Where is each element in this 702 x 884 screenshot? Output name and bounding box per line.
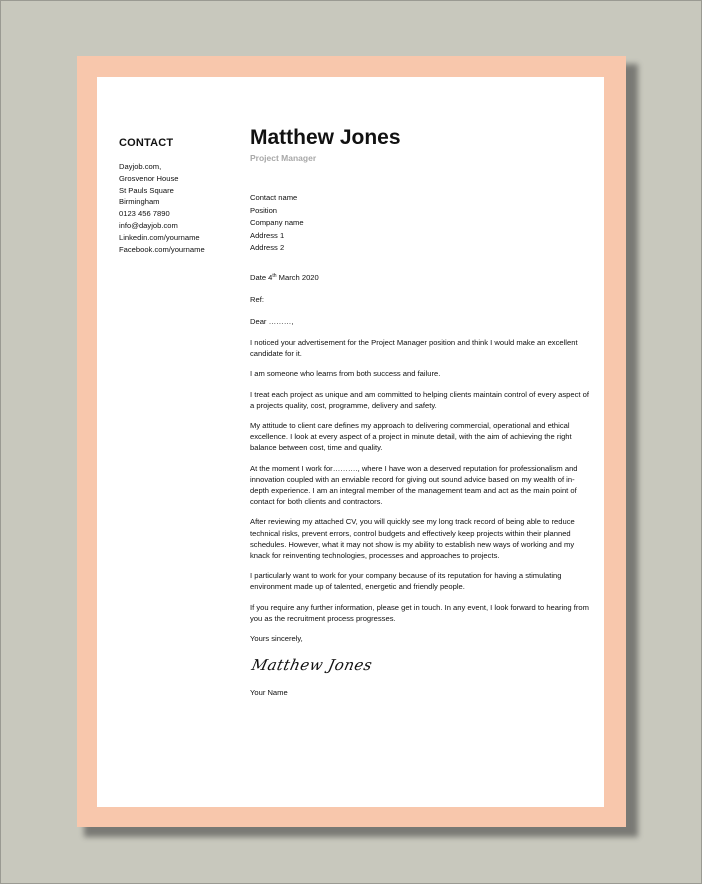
body-paragraph: If you require any further information, please get in touch. In any event, I look forward to hearing from you as the recruitment process progresses. <box>250 602 589 623</box>
contact-phone: 0123 456 7890 <box>119 209 170 219</box>
body-paragraph: After reviewing my attached CV, you will quickly see my long track record of being able to reduce technical risks, prevent errors, control budgets and effectively keep projects within their planned schedules. However, what it may not show is my ability to establish new ways of working and my knack for reinventing technologies, processes and approaches to projects. <box>250 517 575 561</box>
body-paragraph: I particularly want to work for your company because of its reputation for having a stimulating environment made up of talented, energetic and friendly people. <box>250 571 562 592</box>
signature: Matthew Jones <box>250 656 375 675</box>
contact-line: Dayjob.com, <box>119 162 162 171</box>
applicant-role: Project Manager <box>250 153 317 163</box>
letter-sheet <box>97 77 604 807</box>
closing: Yours sincerely, <box>250 634 303 644</box>
recipient-line: Company name <box>250 218 304 228</box>
date-rest: March 2020 <box>276 272 319 282</box>
date-ordinal: th <box>272 272 277 279</box>
contact-line: Grosvenor House <box>119 173 179 183</box>
contact-email: info@dayjob.com <box>119 220 178 230</box>
document-page <box>77 56 626 827</box>
date-prefix: Date 4 <box>250 272 273 282</box>
recipient-line: Position <box>250 205 278 215</box>
body-paragraph: My attitude to client care defines my approach to delivering commercial, operational and ethical excellence. I look at every aspect of a project in minute detail, with the aim of achieving the right balance between cost, time and quality. <box>250 420 572 453</box>
contact-line: St Pauls Square <box>119 185 174 195</box>
contact-linkedin: Linkedin.com/yourname <box>119 232 200 242</box>
letter-body <box>250 124 590 699</box>
recipient-line: Address 1 <box>250 230 285 240</box>
your-name: Your Name <box>250 688 288 698</box>
recipient-line: Contact name <box>250 193 298 202</box>
contact-line: Birmingham <box>119 197 160 207</box>
letter-date <box>250 272 590 284</box>
contact-sidebar <box>119 137 249 255</box>
recipient-address <box>250 192 590 255</box>
body-paragraph: I noticed your advertisement for the Project Manager position and think I would make an excellent candidate for it. <box>250 337 578 359</box>
contact-facebook: Facebook.com/yourname <box>119 244 205 254</box>
contact-heading: CONTACT <box>119 137 174 149</box>
salutation: Dear ………, <box>250 316 294 326</box>
letter-ref: Ref: <box>250 294 264 304</box>
applicant-name: Matthew Jones <box>250 126 401 149</box>
body-paragraph: I treat each project as unique and am committed to helping clients maintain control of every aspect of a projects quality, cost, programme, delivery and safety. <box>250 389 589 410</box>
recipient-line: Address 2 <box>250 243 285 253</box>
body-paragraph: I am someone who learns from both success and failure. <box>250 369 441 379</box>
body-paragraph: At the moment I work for………., where I have won a deserved reputation for professionalism and innovation coupled with an enviable record for giving out sound advice based on my wealth of in-depth experience. I am an integral member of the management team and act as the main point of contact for both clients and contractors. <box>250 463 578 507</box>
